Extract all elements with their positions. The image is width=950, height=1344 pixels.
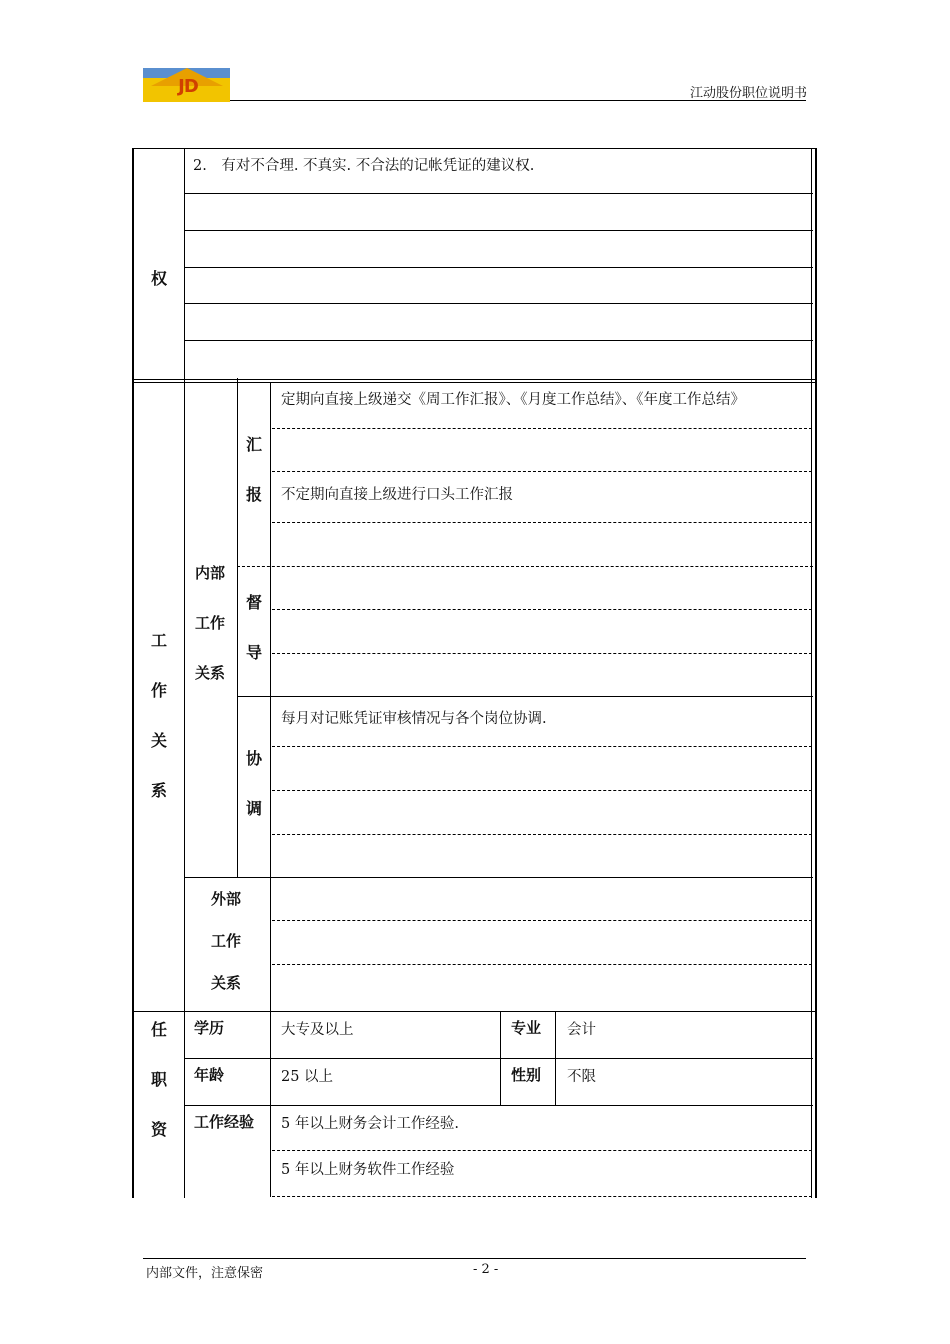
report-label-2: 报 [245, 485, 262, 504]
work-relations-label-2: 作 [150, 681, 167, 700]
report-item-1: 定期向直接上级递交《周工作汇报》、《月度工作总结》、《年度工作总结》 [281, 392, 745, 408]
supervise-label-2: 导 [245, 643, 262, 662]
qualification-label-3: 资 [150, 1120, 167, 1139]
external-label-1: 外部 [211, 890, 242, 908]
work-relations-label-4: 系 [150, 781, 167, 800]
qualification-label-2: 职 [150, 1070, 167, 1089]
footer-rule [143, 1258, 806, 1259]
external-label-2: 工作 [211, 932, 242, 950]
coordinate-label-1: 协 [245, 749, 262, 768]
coordinate-label-2: 调 [245, 799, 262, 818]
experience-item-1: 5 年以上财务会计工作经验. [281, 1116, 459, 1132]
report-label-1: 汇 [245, 435, 262, 454]
age-label: 年龄 [194, 1066, 225, 1084]
logo-text: JD [178, 76, 198, 97]
supervise-label-1: 督 [245, 593, 262, 612]
work-relations-label-3: 关 [150, 731, 167, 750]
internal-label-2: 工作 [195, 614, 226, 632]
external-label-3: 关系 [211, 974, 242, 992]
document-title: 江动股份职位说明书 [689, 86, 807, 101]
coordinate-item-1: 每月对记账凭证审核情况与各个岗位协调. [281, 711, 547, 727]
education-value: 大专及以上 [281, 1022, 354, 1038]
page-number: - 2 - [473, 1262, 499, 1277]
education-label: 学历 [194, 1019, 225, 1037]
experience-label: 工作经验 [194, 1113, 255, 1131]
company-logo [143, 68, 230, 102]
qualification-label-1: 任 [150, 1020, 167, 1039]
report-item-2: 不定期向直接上级进行口头工作汇报 [281, 487, 513, 503]
footer-confidential: 内部文件，注意保密 [146, 1266, 264, 1281]
major-value: 会计 [567, 1022, 596, 1038]
rights-item: 2. 有对不合理. 不真实. 不合法的记帐凭证的建议权. [193, 158, 535, 174]
major-label: 专业 [511, 1019, 542, 1037]
gender-value: 不限 [567, 1069, 596, 1085]
work-relations-label-1: 工 [150, 631, 167, 650]
experience-item-2: 5 年以上财务软件工作经验 [281, 1162, 455, 1178]
internal-label-3: 关系 [195, 664, 226, 682]
gender-label: 性别 [511, 1066, 542, 1084]
age-value: 25 以上 [281, 1069, 334, 1085]
internal-label-1: 内部 [195, 564, 226, 582]
rights-label: 权 [150, 269, 167, 288]
